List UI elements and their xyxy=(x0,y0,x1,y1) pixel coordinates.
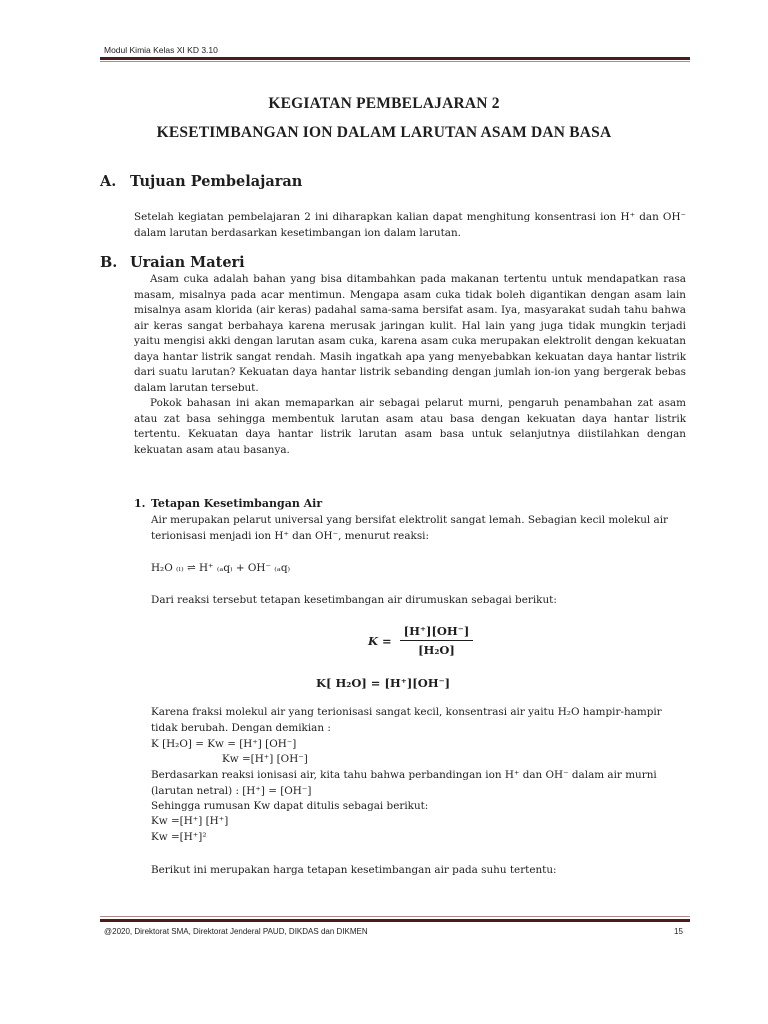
subsection-1-title: Tetapan Kesetimbangan Air xyxy=(151,497,323,510)
kw-formula-intro: Sehingga rumusan Kw dapat ditulis sebagai berikut: xyxy=(151,800,429,812)
closing-text: Berikut ini merupakan harga tetapan kesetimbangan air pada suhu tertentu: xyxy=(151,864,557,876)
k-numerator: [H⁺][OH⁻] xyxy=(400,624,474,641)
k-formula-lhs: K = xyxy=(368,633,392,648)
footer-copyright: @2020, Direktorat SMA, Direktorat Jenderal PAUD, DIKDAS dan DIKMEN xyxy=(104,927,368,936)
kw-equation-1: K [H₂O] = Kw = [H⁺] [OH⁻] xyxy=(151,738,297,750)
kw-line-2: Kw =[H⁺]² xyxy=(151,831,207,843)
k-water-equation: K[ H₂O] = [H⁺][OH⁻] xyxy=(316,676,451,690)
kegiatan-subtitle: KESETIMBANGAN ION DALAM LARUTAN ASAM DAN BASA xyxy=(156,124,612,141)
equilibrium-intro: Dari reaksi tersebut tetapan kesetimbangan air dirumuskan sebagai berikut: xyxy=(151,594,557,606)
ionization-reaction: H₂O ₍ₗ₎ ⇌ H⁺ ₍ₐq₎ + OH⁻ ₍ₐq₎ xyxy=(151,562,291,574)
uraian-paragraph-1: Asam cuka adalah bahan yang bisa ditambahkan pada makanan tertentu untuk mendapatkan rasa masam, misalnya pada acar mentimun. Mengapa asam cuka tidak boleh digantikan dengan asam lain misalnya asam klorida (air keras) padahal sama-sama bersifat asam. Iya, masyarakat sudah tahu bahwa air keras sangat berbahaya karena merusak jaringan kulit. Hal lain yang juga tidak mungkin terjadi yaitu mengisi akki dengan larutan asam cuka, karena asam cuka merupakan elektrolit dengan kekuatan daya hantar listrik sangat rendah. Masih ingatkah apa yang menyebabkan kekuatan daya hantar listrik dari suatu larutan? Kekuatan daya hantar listrik sebanding dengan jumlah ion-ion yang bergerak bebas dalam larutan tersebut. xyxy=(134,273,686,394)
section-b-title: Uraian Materi xyxy=(130,254,245,271)
subsection-1-heading xyxy=(134,497,322,510)
section-b-heading xyxy=(100,254,245,271)
section-a-text xyxy=(134,210,686,241)
subsection-1-number: 1. xyxy=(134,497,146,510)
page-number: 15 xyxy=(674,927,683,936)
section-a-heading xyxy=(100,173,302,190)
subsection-1-intro: Air merupakan pelarut universal yang bersifat elektrolit sangat lemah. Sebagian kecil molekul air terionisasi menjadi ion H⁺ dan OH⁻, menurut reaksi: xyxy=(151,514,669,542)
uraian-paragraph-2: Pokok bahasan ini akan memaparkan air sebagai pelarut murni, pengaruh penambahan zat asam atau zat basa sehingga membentuk larutan asam atau basa dengan kekuatan daya hantar listrik tertentu. Kekuatan daya hantar listrik larutan asam basa untuk selanjutnya diistilahkan dengan kekuatan asam atau basanya. xyxy=(134,397,686,456)
tujuan-paragraph: Setelah kegiatan pembelajaran 2 ini diharapkan kalian dapat menghitung konsentrasi ion H⁺ dan OH⁻ dalam larutan berdasarkan kesetimbangan ion dalam larutan. xyxy=(134,211,686,239)
header-rule xyxy=(100,57,690,60)
section-b-number: B. xyxy=(100,254,118,271)
section-a-number: A. xyxy=(100,173,117,190)
k-fraction xyxy=(400,624,474,657)
section-b-text xyxy=(134,272,686,458)
k-denominator: [H₂O] xyxy=(418,643,455,657)
kw-equation-2: Kw =[H⁺] [OH⁻] xyxy=(222,753,308,765)
section-a-title: Tujuan Pembelajaran xyxy=(130,173,303,190)
footer-rule xyxy=(100,919,690,922)
footer-rule-thin xyxy=(100,916,690,917)
k-formula xyxy=(368,624,473,657)
kw-line-1: Kw =[H⁺] [H⁺] xyxy=(151,815,229,827)
module-header: Modul Kimia Kelas XI KD 3.10 xyxy=(104,45,218,55)
neutral-explanation: Berdasarkan reaksi ionisasi air, kita tahu bahwa perbandingan ion H⁺ dan OH⁻ dalam air murni (larutan netral) : [H⁺] = [OH⁻] xyxy=(151,769,657,797)
header-rule-thin xyxy=(100,61,690,62)
kegiatan-title: KEGIATAN PEMBELAJARAN 2 xyxy=(268,95,500,112)
fraction-explanation: Karena fraksi molekul air yang terionisasi sangat kecil, konsentrasi air yaitu H₂O hampir-hampir tidak berubah. Dengan demikian : xyxy=(151,706,662,734)
